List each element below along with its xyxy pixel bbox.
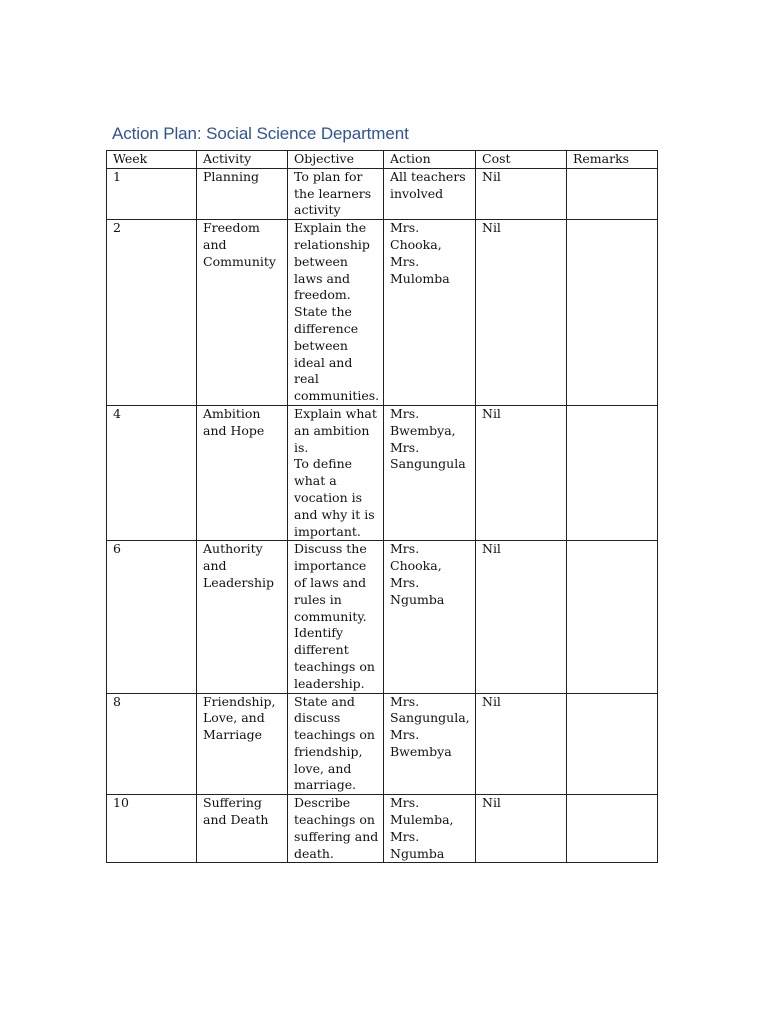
cell-week: 4 — [107, 405, 197, 540]
header-remarks: Remarks — [567, 151, 658, 169]
table-row — [107, 220, 658, 406]
cell-action: Mrs. Chooka, Mrs. Mulomba — [384, 220, 476, 406]
page-title: Action Plan: Social Science Department — [112, 124, 409, 143]
cell-remarks — [567, 405, 658, 540]
cell-action: Mrs. Bwembya, Mrs. Sangungula — [384, 405, 476, 540]
header-week: Week — [107, 151, 197, 169]
cell-action: Mrs. Mulemba, Mrs. Ngumba — [384, 795, 476, 863]
cell-remarks — [567, 220, 658, 406]
table-row — [107, 541, 658, 693]
action-plan-table — [106, 150, 658, 863]
cell-week: 2 — [107, 220, 197, 406]
table-row — [107, 693, 658, 795]
cell-objective: To plan for the learners activity — [288, 168, 384, 219]
cell-activity: Ambition and Hope — [197, 405, 288, 540]
cell-remarks — [567, 693, 658, 795]
cell-objective: Describe teachings on suffering and death. — [288, 795, 384, 863]
cell-remarks — [567, 795, 658, 863]
cell-remarks — [567, 541, 658, 693]
cell-activity: Friendship, Love, and Marriage — [197, 693, 288, 795]
cell-week: 6 — [107, 541, 197, 693]
header-activity: Activity — [197, 151, 288, 169]
cell-cost: Nil — [476, 693, 567, 795]
cell-activity: Authority and Leadership — [197, 541, 288, 693]
cell-action: All teachers involved — [384, 168, 476, 219]
cell-action: Mrs. Chooka, Mrs. Ngumba — [384, 541, 476, 693]
table-row — [107, 168, 658, 219]
cell-objective: Explain the relationship between laws and freedom. State the difference between ideal and real communities. — [288, 220, 384, 406]
table-row — [107, 405, 658, 540]
header-objective: Objective — [288, 151, 384, 169]
cell-objective: Explain what an ambition is. To define what a vocation is and why it is important. — [288, 405, 384, 540]
header-cost: Cost — [476, 151, 567, 169]
table-row — [107, 795, 658, 863]
header-action: Action — [384, 151, 476, 169]
cell-remarks — [567, 168, 658, 219]
cell-cost: Nil — [476, 405, 567, 540]
table-header-row — [107, 151, 658, 169]
cell-cost: Nil — [476, 168, 567, 219]
cell-activity: Planning — [197, 168, 288, 219]
cell-cost: Nil — [476, 795, 567, 863]
cell-action: Mrs. Sangungula, Mrs. Bwembya — [384, 693, 476, 795]
cell-week: 10 — [107, 795, 197, 863]
cell-cost: Nil — [476, 541, 567, 693]
cell-objective: Discuss the importance of laws and rules in community. Identify different teachings on leadership. — [288, 541, 384, 693]
cell-activity: Suffering and Death — [197, 795, 288, 863]
cell-cost: Nil — [476, 220, 567, 406]
cell-week: 8 — [107, 693, 197, 795]
cell-objective: State and discuss teachings on friendship, love, and marriage. — [288, 693, 384, 795]
cell-week: 1 — [107, 168, 197, 219]
cell-activity: Freedom and Community — [197, 220, 288, 406]
